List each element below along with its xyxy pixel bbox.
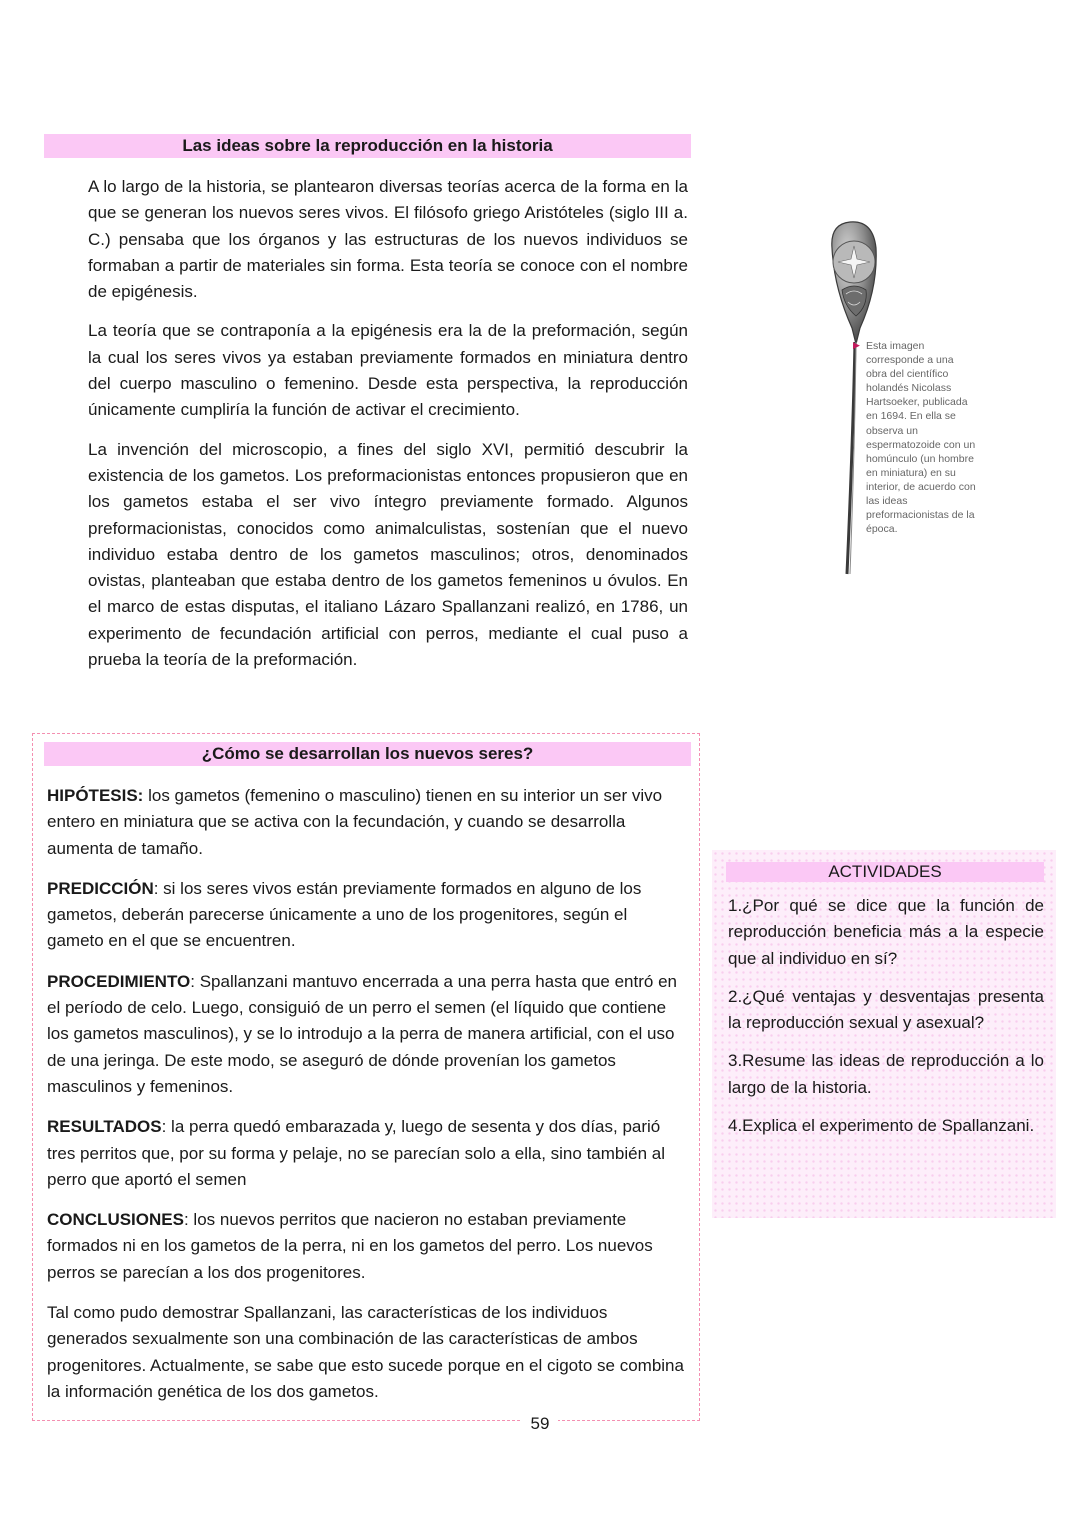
activity-item: 2.¿Qué ventajas y desventajas presenta la reproducción sexual y asexual? [728,986,1044,1033]
hypothesis-text: los gametos (femenino o masculino) tienen en su interior un ser vivo entero en miniatura que se activa con la fecundación, y cuando se desarrolla aumenta de tamaño. [47,786,663,858]
results-paragraph [47,1114,687,1193]
experiment-title: ¿Cómo se desarrollan los nuevos seres? [44,742,691,766]
activities-list [726,893,1044,1139]
experiment-body [47,783,687,1419]
conclusions-label: CONCLUSIONES [47,1210,184,1230]
conclusions-text: : los nuevos perritos que nacieron no estaban previamente formados ni en los gametos de la perra, ni en los gametos del perro. Los nuevos perros se parecían a los dos progenitores. [47,1210,653,1282]
activity-item: 4.Explica el experimento de Spallanzani. [728,1116,1035,1136]
figure-caption: Esta imagen corresponde a una obra del científico holandés Nicolass Hartsoeker, publicada en 1694. En ella se observa un espermatozoide con un homúnculo (un hombre en miniatura) en su interior, de acuerdo con las ideas preformacionistas de la época. [866,340,976,536]
procedure-text: : Spallanzani mantuvo encerrada a una perra hasta que entró en el período de celo. Luego, consiguió de un perro el semen (el líquido que contiene los gametos masculinos), y se lo introdujo a la perra de manera artificial, con el uso de una jeringa. De este modo, se aseguró de dónde provenían los gametos masculinos y femeninos. [47,971,677,1096]
history-paragraph-preformation: La teoría que se contraponía a la epigénesis era la de la preformación, según la cual los seres vivos ya estaban previamente formados en miniatura dentro del cuerpo masculino o femenino. Desde esta perspectiva, la reproducción únicamente cumpliría la función de activar el crecimiento. [88,321,688,420]
history-paragraph-microscope: La invención del microscopio, a fines del siglo XVI, permitió descubrir la existencia de los gametos. Los preformacionistas entonces propusieron que en los gametos estaba el ser vivo íntegro previamente formado. Algunos preformacionistas, conocidos como animalculistas, sostenían que el nuevo individuo estaba dentro de los gametos masculinos; otros, denominados ovistas, planteaban que estaba dentro de los gametos femeninos u óvulos. En el marco de estas disputas, el italiano Lázaro Spallanzani realizó, en 1786, un experimento de fecundación artificial con perros, mediante el cual puso a prueba la teoría de la preformación. [88,439,688,670]
procedure-paragraph [47,969,687,1100]
prediction-text: : si los seres vivos están previamente formados en alguno de los gametos, deberán parecerse únicamente a uno de los progenitores, según el gameto en el que se encuentren. [47,878,642,951]
activity-item: 1.¿Por qué se dice que la función de reproducción beneficia más a la especie que al individuo en sí? [728,896,1044,968]
page-number: 59 [522,1414,558,1434]
activity-item: 3.Resume las ideas de reproducción a lo largo de la historia. [728,1051,1044,1097]
history-section-title: Las ideas sobre la reproducción en la historia [44,134,691,158]
procedure-label: PROCEDIMIENTO [47,971,191,991]
conclusions-paragraph [47,1207,687,1286]
caption-arrow-icon: ▶ [853,340,860,350]
activities-title: ACTIVIDADES [726,862,1044,882]
hypothesis-paragraph [47,783,687,862]
hypothesis-label: HIPÓTESIS: [47,786,144,805]
closing-paragraph: Tal como pudo demostrar Spallanzani, las características de los individuos generados sexualmente son una combinación de las características de ambos progenitores. Actualmente, se sabe que esto sucede porque en el cigoto se combina la información genética de los dos gametos. [47,1303,684,1401]
prediction-paragraph [47,876,687,955]
results-label: RESULTADOS [47,1117,162,1137]
results-text: : la perra quedó embarazada y, luego de sesenta y dos días, parió tres perritos que, por su forma y pelaje, no se parecían solo a ella, sino también al perro que aportó el semen [47,1117,666,1189]
history-paragraph-epigenesis: A lo largo de la historia, se plantearon diversas teorías acerca de la forma en la que se generan los nuevos seres vivos. El filósofo griego Aristóteles (siglo III a. C.) pensaba que los órganos y las estructuras de los nuevos individuos se formaban a partir de materiales sin forma. Esta teoría se conoce con el nombre de epigénesis. [88,177,688,302]
activities-box [712,850,1056,1218]
prediction-label: PREDICCIÓN [47,878,154,898]
history-section-body [88,174,688,686]
